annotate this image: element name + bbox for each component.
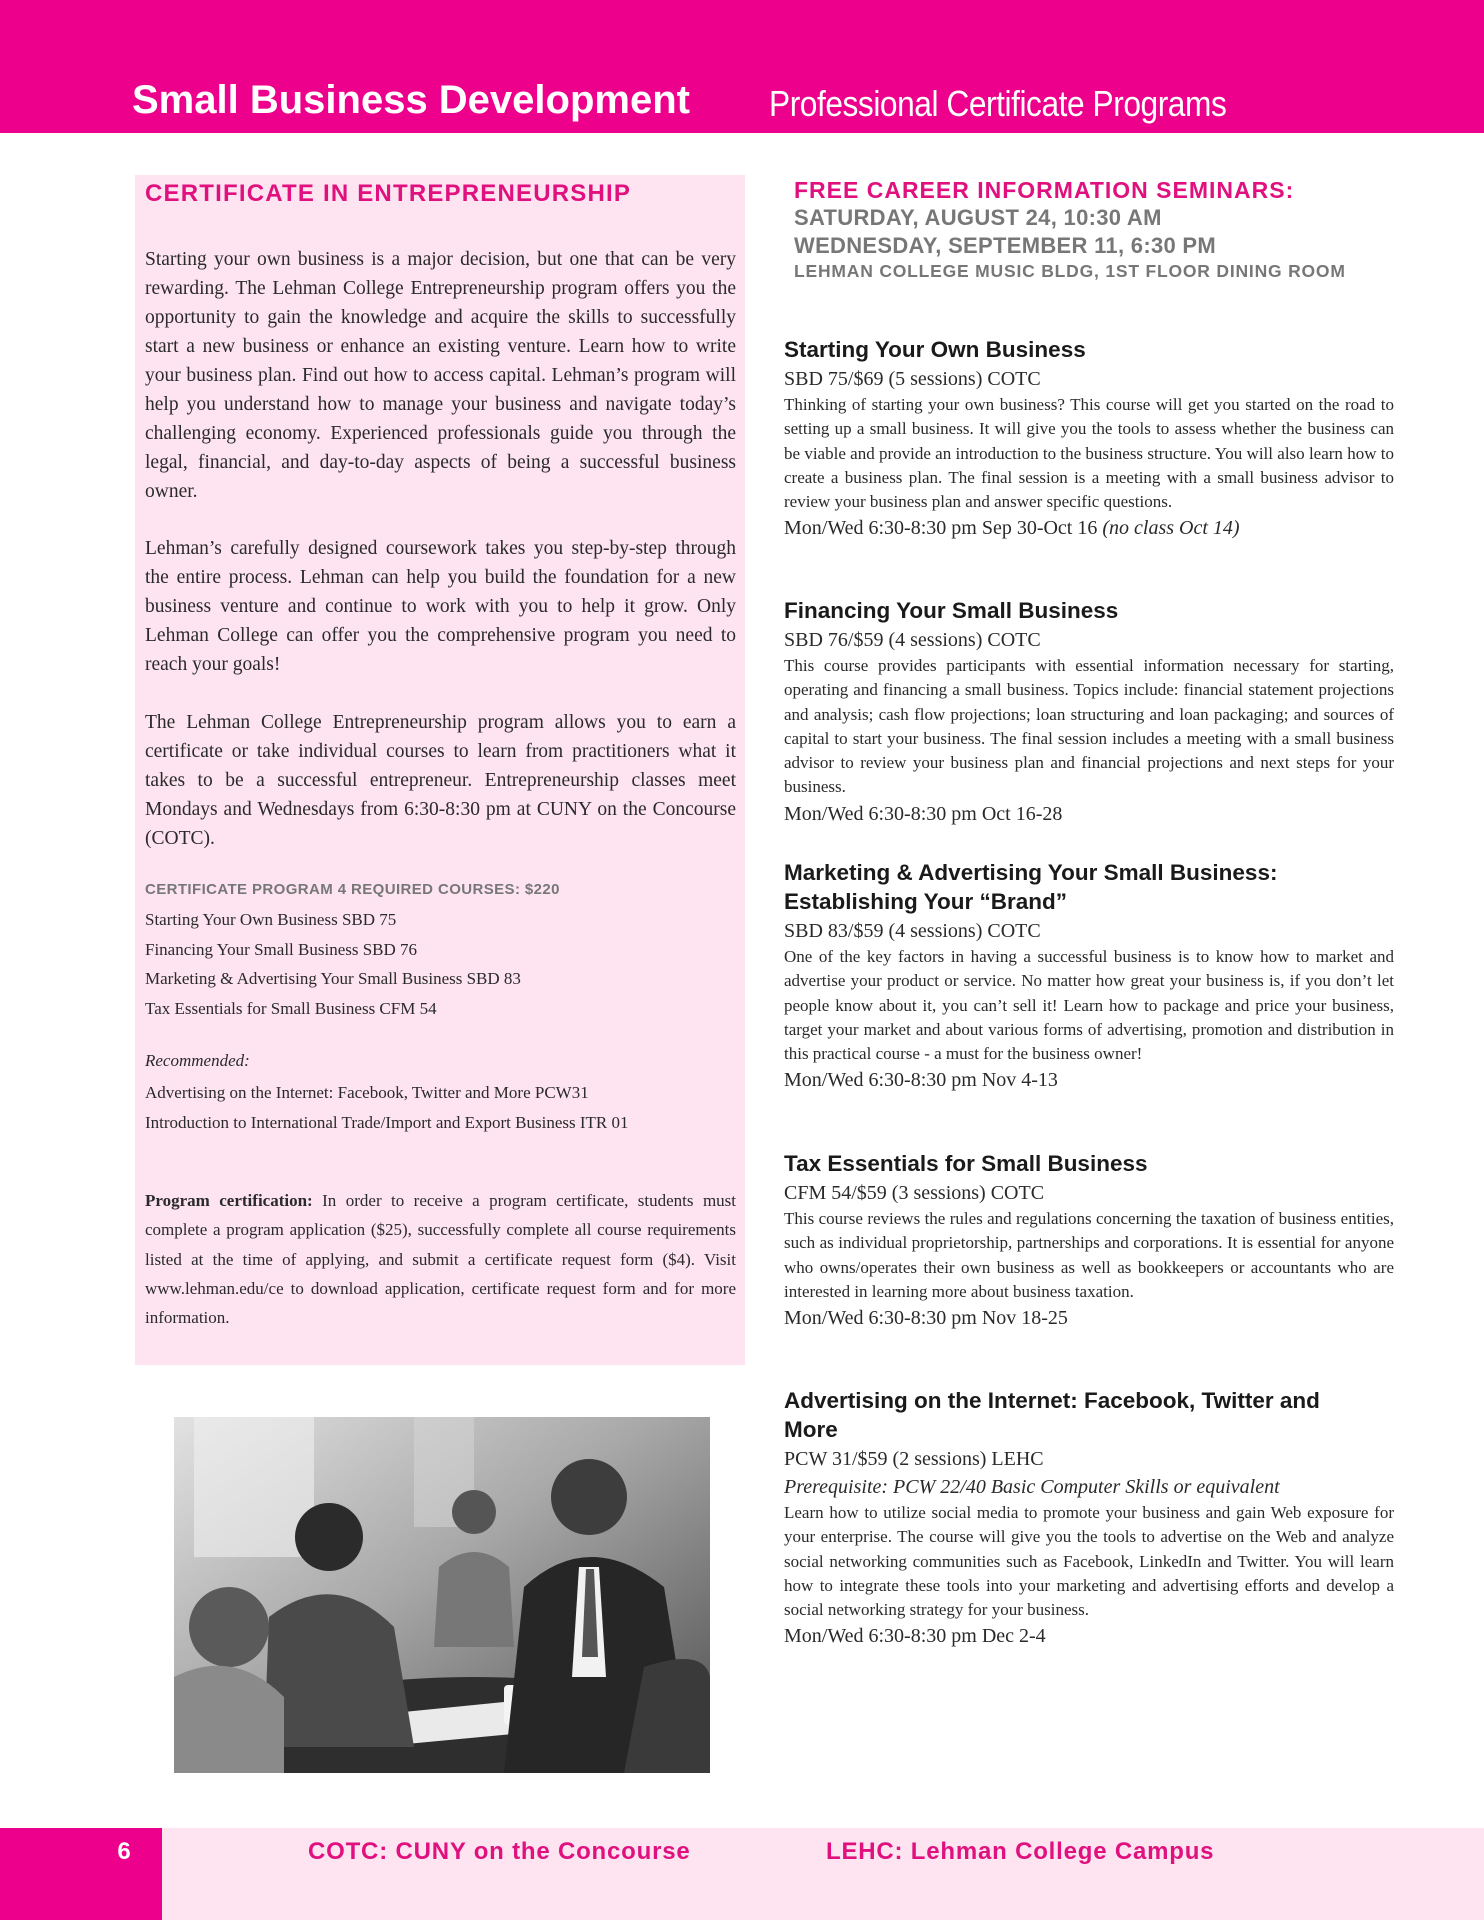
list-item: Introduction to International Trade/Import and Export Business ITR 01 [145, 1112, 629, 1132]
course-title: Marketing & Advertising Your Small Business: Establishing Your “Brand” [784, 860, 1278, 914]
course-code: SBD 83/$59 (4 sessions) COTC [784, 920, 1041, 942]
meeting-photo [174, 1417, 710, 1773]
course-code: CFM 54/$59 (3 sessions) COTC [784, 1182, 1045, 1204]
course-prerequisite: Prerequisite: PCW 22/40 Basic Computer Skills or equivalent [784, 1476, 1280, 1498]
course-marketing-business [784, 858, 1394, 1095]
seminar-title: FREE CAREER INFORMATION SEMINARS: [794, 177, 1295, 203]
seminar-date-2: WEDNESDAY, SEPTEMBER 11, 6:30 PM [794, 233, 1217, 258]
list-item: Marketing & Advertising Your Small Business SBD 83 [145, 969, 521, 988]
list-item: Starting Your Own Business SBD 75 [145, 910, 397, 929]
page-number: 6 [117, 1838, 131, 1865]
required-courses-heading: CERTIFICATE PROGRAM 4 REQUIRED COURSES: $220 [145, 881, 560, 898]
course-description: Thinking of starting your own business? This course will get you started on the road to setting up a small business. It will give you the tools to assess whether the business can be viable and provide an introduction to the business structure. You will also learn how to create a business plan. The final session is a meeting with a small business advisor to review your business plan and answer specific questions. [784, 395, 1394, 512]
certification-paragraph [145, 1186, 736, 1332]
footer-cotc-legend: COTC: CUNY on the Concourse [308, 1838, 691, 1865]
intro-paragraph-3: The Lehman College Entrepreneurship program allows you to earn a certificate or take individual courses to learn from practitioners what it takes to be a successful entrepreneur. Entrepreneurship classes meet Mondays and Wednesdays from 6:30-8:30 pm at CUNY on the Concourse (COTC). [145, 712, 736, 849]
page-title: Small Business Development [132, 78, 690, 122]
intro-paragraph-2: Lehman’s carefully designed coursework takes you step-by-step through the entire process. Lehman can help you build the foundation for a new business venture and continue to work with you to help it grow. Only Lehman College can offer you the comprehensive program you need to reach your goals! [145, 538, 736, 675]
seminar-block [794, 176, 1414, 282]
seminar-date-1: SATURDAY, AUGUST 24, 10:30 AM [794, 205, 1162, 230]
course-title: Starting Your Own Business [784, 337, 1086, 362]
course-title: Advertising on the Internet: Facebook, Twitter and More [784, 1388, 1320, 1442]
certification-label: Program certification: [145, 1191, 313, 1210]
page-subtitle: Professional Certificate Programs [769, 83, 1227, 124]
course-description: Learn how to utilize social media to promote your business and gain Web exposure for your enterprise. The course will give you the tools to advertise on the Web and analyze social networking communities such as Facebook, LinkedIn and Twitter. You will learn how to integrate these tools into your marketing and advertising efforts and develop a social networking strategy for your business. [784, 1503, 1394, 1620]
certificate-heading: CERTIFICATE IN ENTREPRENEURSHIP [145, 180, 632, 207]
course-title: Financing Your Small Business [784, 598, 1119, 623]
meeting-photo-illustration [174, 1417, 710, 1773]
course-schedule-text: Mon/Wed 6:30-8:30 pm Sep 30-Oct 16 [784, 517, 1098, 540]
course-financing-business [784, 596, 1394, 829]
seminar-location: LEHMAN COLLEGE MUSIC BLDG, 1ST FLOOR DINING ROOM [794, 261, 1346, 281]
course-schedule: Mon/Wed 6:30-8:30 pm Nov 4-13 [784, 1069, 1058, 1092]
course-code: SBD 75/$69 (5 sessions) COTC [784, 368, 1041, 390]
certification-text: In order to receive a program certificate, students must complete a program application ($25), successfully complete all course requirements listed at the time of applying, and submit a certificate request form ($4). Visit www.lehman.edu/ce to download application, certificate request form and for more information. [145, 1191, 737, 1328]
course-tax-essentials [784, 1149, 1394, 1333]
required-courses-list [145, 905, 521, 1023]
course-schedule: Mon/Wed 6:30-8:30 pm Nov 18-25 [784, 1307, 1068, 1330]
intro-paragraph-1: Starting your own business is a major decision, but one that can be very rewarding. The Lehman College Entrepreneurship program offers you the opportunity to gain the knowledge and acquire the skills to successfully start a new business or enhance an existing venture. Learn how to write your business plan. Find out how to access capital. Lehman’s program will help you understand how to manage your business and navigate today’s challenging economy. Experienced professionals guide you through the legal, financial, and day-to-day aspects of being a successful business owner. [145, 249, 736, 502]
course-schedule-note: (no class Oct 14) [1102, 517, 1240, 540]
recommended-courses-list [145, 1078, 629, 1137]
course-starting-business [784, 335, 1394, 543]
footer-lehc-legend: LEHC: Lehman College Campus [826, 1838, 1215, 1865]
list-item: Tax Essentials for Small Business CFM 54 [145, 998, 437, 1018]
course-schedule: Mon/Wed 6:30-8:30 pm Oct 16-28 [784, 802, 1063, 825]
course-description: One of the key factors in having a successful business is to know how to market and advertise your product or service. No matter how great your business is, if you don’t let people know about it, you can’t sell it! Learn how to package and price your business, target your market and about various forms of advertising, promotion and distribution in this practical course - a must for the business owner! [784, 947, 1394, 1064]
course-schedule [784, 514, 1394, 543]
recommended-label: Recommended: [145, 1051, 250, 1070]
course-description: This course reviews the rules and regulations concerning the taxation of business entities, such as individual proprietorship, partnerships and corporations. It is essential for anyone who owns/operates their own business as well as bookkeepers or accountants who are interested in learning more about business taxation. [784, 1209, 1394, 1301]
course-description: This course provides participants with essential information necessary for starting, operating and financing a small business. Topics include: financial statement projections and analysis; cash flow projections; loan structuring and loan packaging; and sources of capital to start your business. The final session includes a meeting with a small business advisor to review your business plan and financial projections and next steps for your business. [784, 656, 1394, 797]
list-item: Financing Your Small Business SBD 76 [145, 939, 418, 959]
course-schedule: Mon/Wed 6:30-8:30 pm Dec 2-4 [784, 1625, 1046, 1648]
course-title: Tax Essentials for Small Business [784, 1151, 1148, 1176]
course-code: PCW 31/$59 (2 sessions) LEHC [784, 1448, 1044, 1470]
course-code: SBD 76/$59 (4 sessions) COTC [784, 629, 1041, 651]
list-item: Advertising on the Internet: Facebook, Twitter and More PCW31 [145, 1083, 589, 1102]
certificate-panel [135, 175, 745, 1365]
course-internet-advertising [784, 1386, 1394, 1651]
